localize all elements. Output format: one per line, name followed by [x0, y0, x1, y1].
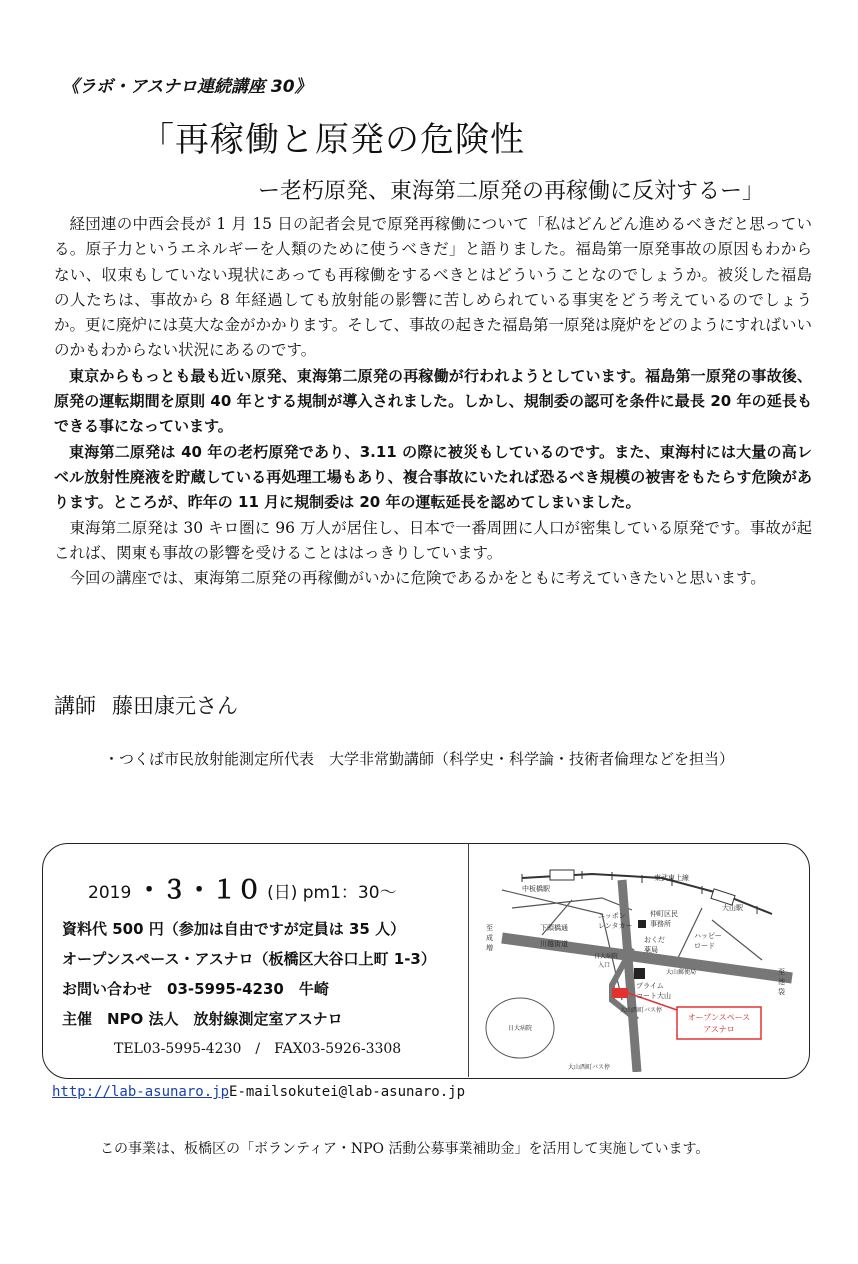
- page-title: 「再稼働と原発の危険性: [140, 120, 525, 160]
- label-oyama-station: 大山駅: [722, 904, 743, 912]
- label-to-ikebukuro-2: 池: [778, 978, 785, 986]
- label-nishimachi-bus-2: 大山西町バス停: [568, 1064, 611, 1071]
- date-weekday: (日): [267, 883, 298, 903]
- paragraph-1: 経団連の中西会長が 1 月 15 日の記者会見で原発再稼働について「私はどんどん進めるべきだと思っている。原子力というエネルギーを人類のために使うべきだ」と語りました。福島第一原発事故の原因もわからない、収束もしていない現状にあっても再稼働をするべきとはどういうことなのでしょうか。被災した福島の人たちは、事故から 8 年経過しても放射能の影響に苦しめられている事実をどう考えているのでしょうか。更に廃炉には莫大な金がかかります。そして、事故の起きた福島第一原発は廃炉をどのようにすればいいのかもわからない状況にあるのです。: [54, 215, 812, 360]
- event-organizer: 主催 NPO 法人 放射線測定室アスナロ: [62, 1010, 343, 1028]
- label-tobu-line: 東武東上線: [654, 874, 689, 882]
- event-info: [62, 870, 462, 1058]
- label-hospital-entrance-2: 入口: [598, 962, 611, 969]
- label-to-ikebukuro-3: 袋: [778, 988, 785, 996]
- label-post-office: 大山郵便局: [666, 969, 697, 976]
- access-map: [472, 850, 804, 1072]
- event-tel-fax: TEL03-5995-4230 / FAX03-5926-3308: [114, 1041, 402, 1057]
- info-box-divider: [468, 843, 469, 1077]
- label-happy-road-1: ハッピー: [694, 932, 722, 940]
- label-happy-road-2: ロード: [694, 942, 715, 950]
- label-to-narimasu-2: 成: [486, 934, 493, 942]
- footer-note: この事業は、板橋区の「ボランティア・NPO 活動公募事業補助金」を活用して実施しています。: [100, 1141, 710, 1157]
- lecturer-affiliation: ・つくば市民放射能測定所代表 大学非常勤講師（科学史・科学論・技術者倫理などを担当）: [104, 750, 735, 768]
- label-nakaitabashi: 中板橋駅: [522, 885, 550, 893]
- lecturer-label: 講師: [54, 694, 96, 718]
- date-time: pm1：30～: [302, 883, 397, 903]
- label-asunaro-2: アスナロ: [703, 1025, 735, 1034]
- event-venue: オープンスペース・アスナロ（板橋区大谷口上町 1-3）: [62, 950, 436, 968]
- event-fee: 資料代 500 円（参加は自由ですが定員は 35 人）: [62, 920, 406, 938]
- label-prime-court-1: プライム: [636, 982, 664, 990]
- contact-links: [52, 1084, 465, 1100]
- event-date: [88, 870, 462, 906]
- label-okude-2: 薬局: [644, 946, 658, 954]
- label-to-narimasu-3: 増: [486, 944, 493, 952]
- label-kawagoe: 川越街道: [540, 940, 568, 948]
- date-month-day: ・３・１０: [136, 875, 262, 904]
- label-nippon-rent-2: レンタカー: [598, 922, 633, 930]
- series-title: 《ラボ・アスナロ連続講座 30》: [62, 77, 312, 97]
- oyama-station-icon: [711, 889, 735, 905]
- label-shimoshinmichi: 下頭橋通: [540, 924, 568, 932]
- label-to-narimasu-1: 至: [486, 924, 493, 932]
- paragraph-5: 今回の講座では、東海第二原発の再稼働がいかに危険であるかをともに考えていきたいと思います。: [69, 569, 766, 588]
- label-nichidai-hospital: 日大病院: [508, 1025, 533, 1032]
- paragraph-4: 東海第二原発は 30 キロ圏に 96 万人が居住し、日本で一番周囲に人口が密集している原発です。事故が起これば、関東も事故の影響を受けることははっきりしています。: [54, 518, 812, 562]
- lecturer: [54, 690, 238, 720]
- label-asunaro-1: オープンスペース: [687, 1013, 751, 1022]
- event-contact: お問い合わせ 03-5995-4230 牛崎: [62, 980, 329, 998]
- date-year: 2019: [88, 883, 132, 903]
- lecturer-name: 藤田康元さん: [112, 694, 238, 718]
- asunaro-location-marker: [612, 988, 628, 998]
- label-prime-court-2: コート大山: [636, 992, 671, 1000]
- label-okude-1: おくだ: [644, 936, 665, 944]
- prime-court-marker: [634, 968, 645, 979]
- website-link[interactable]: http://lab-asunaro.jp: [52, 1084, 230, 1100]
- nakaitabashi-station-icon: [550, 870, 574, 880]
- label-nakamachi-1: 仲町区民: [650, 910, 678, 918]
- label-nakamachi-2: 事務所: [650, 920, 671, 928]
- paragraph-3: 東海第二原発は 40 年の老朽原発であり、3.11 の際に被災もしているのです。また、東海村には大量の高レベル放射性廃液を貯蔵している再処理工場もあり、複合事故にいたれば恐るべき規模の被害をもたらす危険があります。ところが、昨年の 11 月に規制委は 20 年の運転延長を認めてしまいました。: [54, 442, 812, 512]
- email-text: E-mailsokutei@lab-asunaro.jp: [229, 1084, 466, 1100]
- label-nippon-rent-1: ニッポン: [598, 912, 626, 920]
- label-to-ikebukuro-1: 至: [778, 968, 785, 976]
- asunaro-callout-box: [677, 1007, 761, 1039]
- page-subtitle: ー老朽原発、東海第二原発の再稼働に反対するー」: [258, 179, 765, 204]
- label-nishimachi-bus-1: 大山西町バス停: [620, 1007, 663, 1014]
- nakamachi-office-marker: [638, 920, 646, 928]
- label-hospital-entrance-1: 日大病院: [594, 953, 619, 960]
- body-text: [54, 212, 812, 591]
- paragraph-2: 東京からもっとも最も近い原発、東海第二原発の再稼働が行われようとしています。福島第一原発の事故後、原発の運転期間を原則 40 年とする規制が導入されました。しかし、規制委の認可を条件に最長 20 年の延長もできる事になっています。: [54, 366, 812, 436]
